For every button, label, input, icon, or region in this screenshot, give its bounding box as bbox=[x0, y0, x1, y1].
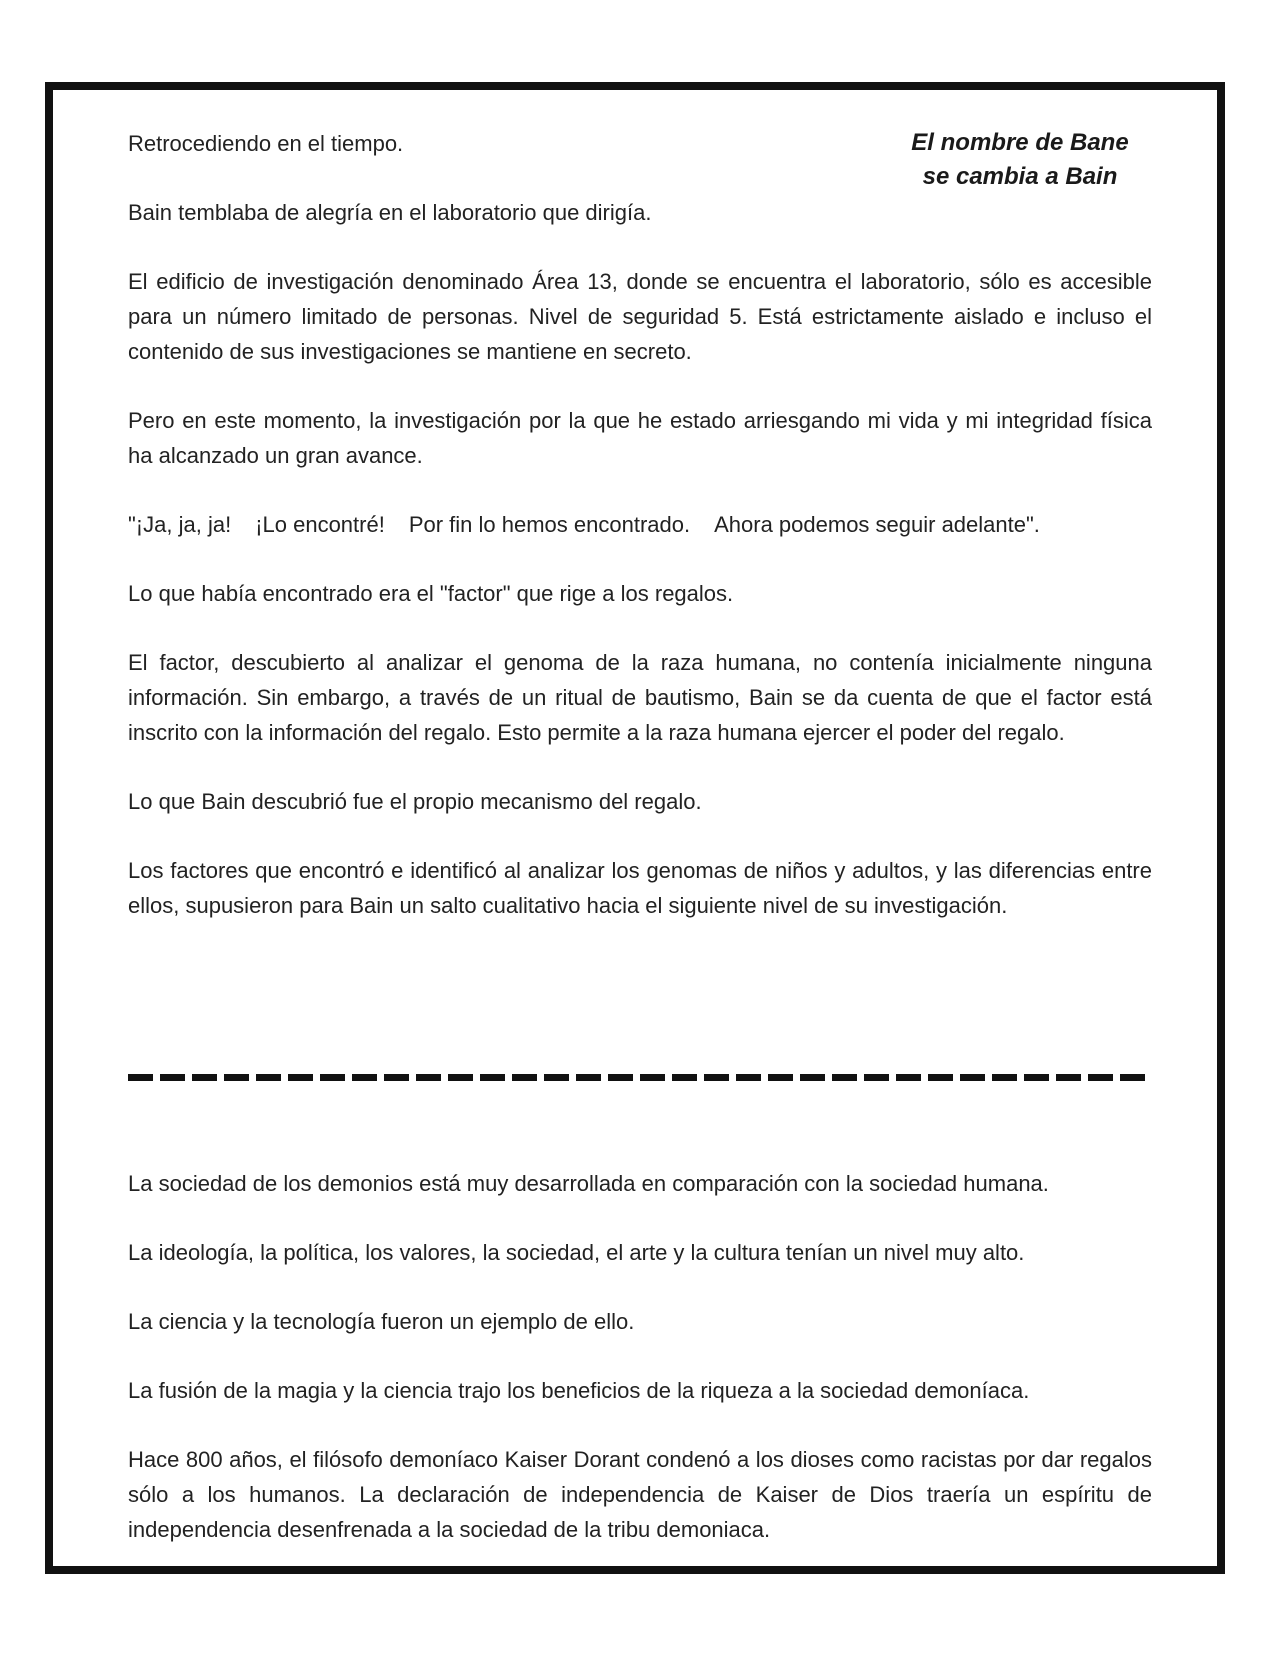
dialogue-phrase: Ahora podemos seguir adelante". bbox=[714, 512, 1040, 537]
note-line-1: El nombre de Bane bbox=[911, 129, 1129, 156]
paragraph: Pero en este momento, la investigación por la que he estado arriesgando mi vida y mi integridad física ha alcanzado un gran avance. bbox=[128, 408, 1152, 468]
section-divider bbox=[128, 1074, 1152, 1081]
paragraph: El edificio de investigación denominado Área 13, donde se encuentra el laboratorio, sólo es accesible para un número limitado de personas. Nivel de seguridad 5. Está estrictamente aislado e incluso el contenido de sus investigaciones se mantiene en secreto. bbox=[128, 269, 1152, 364]
paragraph: Bain temblaba de alegría en el laboratorio que dirigía. bbox=[128, 200, 652, 225]
paragraph: Los factores que encontró e identificó al analizar los genomas de niños y adultos, y las diferencias entre ellos, supusieron para Bain un salto cualitativo hacia el siguiente nivel de su investigación. bbox=[128, 858, 1152, 918]
dialogue-paragraph bbox=[128, 507, 1152, 542]
note-line-2: se cambia a Bain bbox=[922, 163, 1118, 190]
paragraph: Hace 800 años, el filósofo demoníaco Kaiser Dorant condenó a los dioses como racistas por dar regalos sólo a los humanos. La declaración de independencia de Kaiser de Dios traería un espíritu de independencia desenfrenada a la sociedad de la tribu demoniaca. bbox=[128, 1447, 1152, 1542]
dialogue-phrase: Por fin lo hemos encontrado. bbox=[408, 512, 691, 537]
dialogue-phrase: ¡Lo encontré! bbox=[255, 512, 385, 537]
paragraph: El factor, descubierto al analizar el genoma de la raza humana, no contenía inicialmente ninguna información. Sin embargo, a través de un ritual de bautismo, Bain se da cuenta de que el factor está inscrito con la información del regalo. Esto permite a la raza humana ejercer el poder del regalo. bbox=[128, 650, 1152, 745]
paragraph: La ciencia y la tecnología fueron un ejemplo de ello. bbox=[128, 1309, 635, 1334]
paragraph: Lo que había encontrado era el "factor" que rige a los regalos. bbox=[128, 581, 734, 606]
section-bottom bbox=[128, 1166, 1152, 1547]
paragraph: La ideología, la política, los valores, la sociedad, el arte y la cultura tenían un nivel muy alto. bbox=[128, 1240, 1025, 1265]
section-top bbox=[128, 126, 1152, 923]
dialogue-phrase: "¡Ja, ja, ja! bbox=[128, 512, 232, 537]
paragraph: Lo que Bain descubrió fue el propio mecanismo del regalo. bbox=[128, 789, 702, 814]
paragraph: La sociedad de los demonios está muy desarrollada en comparación con la sociedad humana. bbox=[128, 1171, 1049, 1196]
paragraph: La fusión de la magia y la ciencia trajo los beneficios de la riqueza a la sociedad demoníaca. bbox=[128, 1378, 1030, 1403]
paragraph: Retrocediendo en el tiempo. bbox=[128, 131, 404, 156]
